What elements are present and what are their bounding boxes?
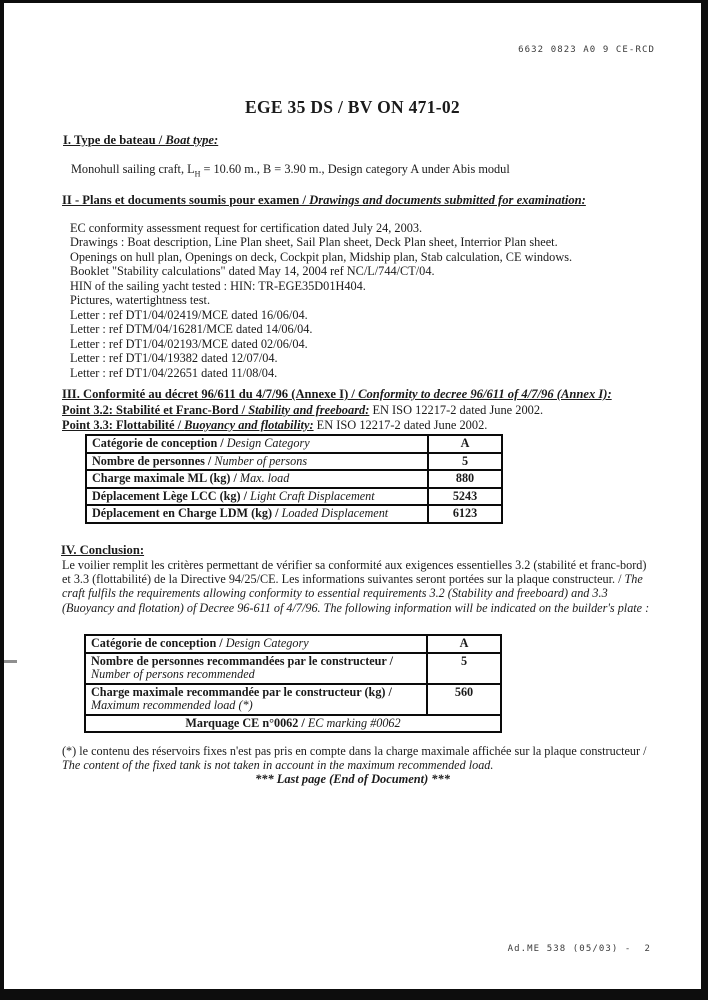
row-value: 5: [428, 453, 502, 471]
documents-list: [70, 221, 572, 380]
conclusion-en: The craft fulfils the requirements allowing conformity to essential requirements 3.2 (Stability and freeboard) and 3.3 (Buoyancy and flotation) of Decree 96-611 of 4/7/96. The following information will be indicated on the builder's plate :: [62, 572, 650, 615]
row-label: [86, 435, 428, 453]
list-item: Openings on hull plan, Openings on deck, Cockpit plan, Midship plan, Stab calculation, CE windows.: [70, 249, 573, 264]
row-value: 5243: [428, 488, 502, 506]
section-1-heading-fr: I. Type de bateau /: [63, 133, 166, 147]
row-label-fr: Nombre de personnes /: [92, 453, 215, 468]
row-label: [85, 684, 427, 715]
list-item: Letter : ref DT1/04/02193/MCE dated 02/06/04.: [70, 336, 308, 351]
point-3-3-fr: Point 3.3: Flottabilité /: [62, 418, 185, 432]
section-1-heading-en: Boat type:: [165, 133, 219, 147]
section-3-heading: [62, 387, 612, 402]
boat-type-line: [71, 162, 510, 178]
characteristics-table: [85, 434, 503, 524]
list-item: Letter : ref DTM/04/16281/MCE dated 14/06/04.: [70, 322, 313, 337]
last-page-marker: *** Last page (End of Document) ***: [255, 772, 450, 786]
row-value: A: [428, 435, 502, 453]
row-label: [86, 453, 428, 471]
table-row: [86, 435, 502, 453]
row-label: [86, 488, 428, 506]
section-4-heading: [61, 543, 144, 558]
row-label-en: Design Category: [225, 636, 309, 650]
point-3-3-line: [62, 418, 487, 433]
section-3-heading-en: Conformity to decree 96/611 of 4/7/96 (Annex I):: [358, 387, 612, 401]
row-label-en: Loaded Displacement: [281, 506, 389, 520]
boat-type-text-cont: = 10.60 m., B = 3.90 m., Design category A under Abis modul: [200, 162, 510, 176]
point-3-3-en: Buoyancy and flotability:: [184, 418, 314, 432]
ce-marking-fr: Marquage CE n°0062 /: [185, 715, 308, 730]
row-label: [86, 505, 428, 523]
list-item: Booklet "Stability calculations" dated May 14, 2004 ref NC/L/744/CT/04.: [70, 264, 435, 279]
ce-marking-cell: [85, 715, 501, 733]
row-label-en: Maximum recommended load (*): [91, 698, 253, 712]
row-value: 560: [427, 684, 501, 715]
section-3-heading-fr: III. Conformité au décret 96/611 du 4/7/96 (Annexe I) /: [62, 387, 359, 401]
row-label-en: Light Craft Displacement: [250, 488, 375, 503]
list-item: Letter : ref DT1/04/19382 dated 12/07/04.: [70, 351, 278, 366]
scan-artifact: [4, 660, 17, 663]
section-4-heading-text: IV. Conclusion:: [61, 543, 145, 557]
row-label-en: Number of persons recommended: [91, 667, 255, 681]
table-row: [85, 684, 501, 715]
document-page: [4, 3, 701, 989]
point-3-2-fr: Point 3.2: Stabilité et Franc-Bord /: [62, 403, 249, 417]
row-label-en: Max. load: [239, 471, 290, 485]
list-item: HIN of the sailing yacht tested : HIN: TR-EGE35D01H404.: [70, 278, 366, 293]
row-value: A: [427, 635, 501, 653]
document-title: EGE 35 DS / BV ON 471-02: [245, 97, 460, 117]
point-3-2-line: [62, 403, 543, 418]
boat-type-text: Monohull sailing craft, L: [71, 162, 195, 176]
footnote-en: The content of the fixed tank is not taken in account in the maximum recommended load.: [62, 758, 494, 773]
section-2-heading-en: Drawings and documents submitted for examination:: [309, 193, 586, 207]
row-label-fr: Catégorie de conception /: [92, 436, 227, 450]
point-3-3-standard: EN ISO 12217-2 dated June 2002.: [313, 418, 488, 432]
list-item: Letter : ref DT1/04/22651 dated 11/08/04.: [70, 365, 278, 380]
table-row: [85, 715, 501, 733]
row-value: 5: [427, 653, 501, 684]
row-label-fr: Nombre de personnes recommandées par le constructeur /: [91, 653, 394, 668]
list-item: Letter : ref DT1/04/02419/MCE dated 16/06/04.: [70, 307, 308, 322]
conclusion-paragraph: [62, 558, 652, 615]
form-reference-code: 6632 0823 A0 9 CE-RCD: [518, 45, 655, 55]
row-value: 880: [428, 470, 502, 488]
conclusion-fr: Le voilier remplit les critères permettant de vérifier sa conformité aux exigences essentielles 3.2 (stabilité et franc-bord) et 3.3 (flottabilité) de la Directive 94/25/CE. Les informations suivantes seront portées sur la plaque constructeur. /: [62, 558, 647, 587]
builders-plate-table: [84, 634, 502, 733]
footnote: [62, 744, 654, 772]
point-3-2-standard: EN ISO 12217-2 dated June 2002.: [369, 403, 544, 417]
row-label-en: Design Category: [226, 436, 310, 450]
row-label: [86, 470, 428, 488]
row-label-fr: Charge maximale ML (kg) /: [92, 471, 240, 485]
row-value: 6123: [428, 505, 502, 523]
table-row: [86, 488, 502, 506]
table-row: [86, 470, 502, 488]
page-footer-code: Ad.ME 538 (05/03) - 2: [507, 944, 651, 954]
row-label-fr: Déplacement Lège LCC (kg) /: [92, 488, 251, 503]
row-label: [85, 635, 427, 653]
row-label: [85, 653, 427, 684]
table-row: [86, 453, 502, 471]
hull-length-subscript: H: [194, 169, 201, 179]
section-2-heading: [62, 193, 586, 208]
footnote-fr: (*) le contenu des réservoirs fixes n'est pas pris en compte dans la charge maximale affichée sur la plaque constructeur /: [62, 744, 647, 758]
ce-marking-en: EC marking #0062: [307, 715, 401, 730]
table-row: [86, 505, 502, 523]
section-1-heading: [63, 133, 218, 148]
table-row: [85, 653, 501, 684]
table-row: [85, 635, 501, 653]
row-label-en: Number of persons: [214, 453, 308, 468]
row-label-fr: Déplacement en Charge LDM (kg) /: [92, 506, 282, 520]
list-item: Pictures, watertightness test.: [70, 293, 211, 308]
section-2-heading-fr: II - Plans et documents soumis pour examen /: [62, 193, 310, 207]
point-3-2-en: Stability and freeboard:: [248, 403, 370, 417]
row-label-fr: Catégorie de conception /: [91, 636, 226, 650]
row-label-fr: Charge maximale recommandée par le constructeur (kg) /: [91, 684, 392, 699]
list-item: EC conformity assessment request for certification dated July 24, 2003.: [70, 221, 423, 235]
list-item: Drawings : Boat description, Line Plan sheet, Sail Plan sheet, Deck Plan sheet, Interrior Plan sheet.: [70, 235, 558, 250]
